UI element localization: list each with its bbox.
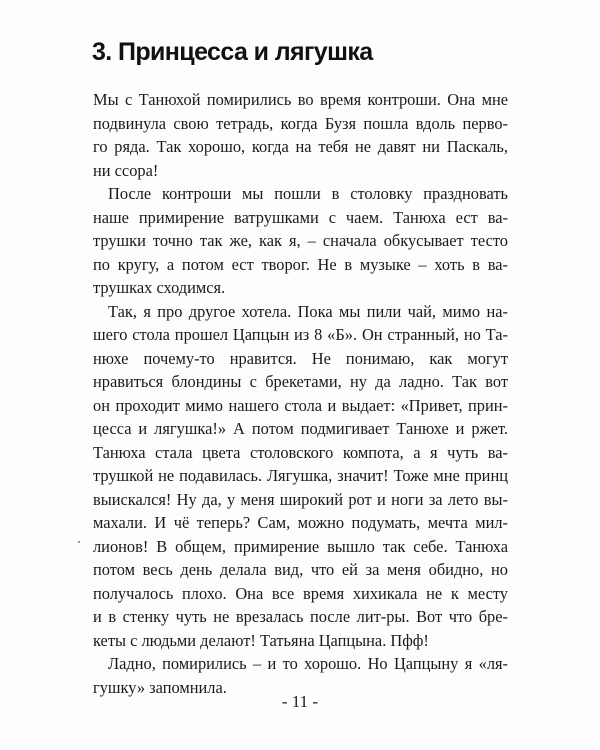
text-line: Танюха стала цвета столовского компота, а я чуть ва- [93, 442, 508, 462]
text-line: выискался! Ну да, у меня широкий рот и ноги за лето вы- [93, 489, 508, 509]
text-line: трушки точно так же, как я, – сначала обкусывает тесто [93, 231, 508, 250]
chapter-body [93, 88, 508, 699]
text-line: Так, я про другое хотела. Пока мы пили чай, мимо на- [108, 301, 508, 321]
text-line: наше примирение ватрушками с чаем. Танюха ест ва- [93, 207, 508, 227]
text-line: После контроши мы пошли в столовку праздновать [108, 184, 508, 203]
page-number: - 11 - [281, 692, 319, 711]
text-line: лионов! В общем, примирение вышло так себе. Танюха [93, 536, 508, 556]
text-line: цесса и лягушка!» А потом подмигивает Танюхе и ржет. [93, 419, 508, 438]
text-line: Ладно, помирились – и то хорошо. Но Цапцыну я «ля- [108, 654, 508, 673]
text-line: нюхе почему-то нравится. Не понимаю, как могут [93, 348, 508, 368]
text-line: Мы с Танюхой помирились во время контроши. Она мне [93, 90, 508, 109]
text-line: он проходит мимо нашего стола и выдает: «Привет, прин- [93, 395, 508, 415]
text-line: нравиться блондины с брекетами, ну да ладно. Так вот [93, 372, 508, 391]
text-line: махали. И чё теперь? Сам, можно подумать, мечта мил- [93, 513, 508, 532]
text-line: шего стола прошел Цапцын из 8 «Б». Он странный, но Та- [93, 325, 508, 344]
chapter-title: 3. Принцесса и лягушка [92, 38, 373, 66]
scan-speck [78, 541, 80, 543]
paragraph [93, 88, 508, 182]
text-line: кеты с людьми делают! Татьяна Цапцына. Пфф! [93, 630, 429, 650]
text-line: го ряда. Так хорошо, когда на тебя не давят ни Паскаль, [93, 137, 508, 156]
paragraph [93, 300, 508, 653]
text-line: гушку» запомнила. [93, 677, 227, 697]
text-line: трушках сходимся. [93, 278, 226, 297]
text-line: трушкой не подавилась. Лягушка, значит! Тоже мне принц [93, 466, 508, 485]
paragraph [93, 182, 508, 300]
text-line: по кругу, а потом ест творог. Не в музыке – хоть в ва- [93, 254, 508, 274]
text-line: ни ссора! [93, 160, 159, 180]
text-line: и в стенку чуть не врезалась после лит-ры. Вот что бре- [93, 607, 508, 626]
text-line: потом весь день делала вид, что ей за меня обидно, но [93, 560, 508, 579]
text-line: подвинула свою тетрадь, когда Бузя пошла вдоль перво- [93, 113, 508, 133]
text-line: получалось плохо. Она все время хихикала не к месту [93, 583, 508, 603]
